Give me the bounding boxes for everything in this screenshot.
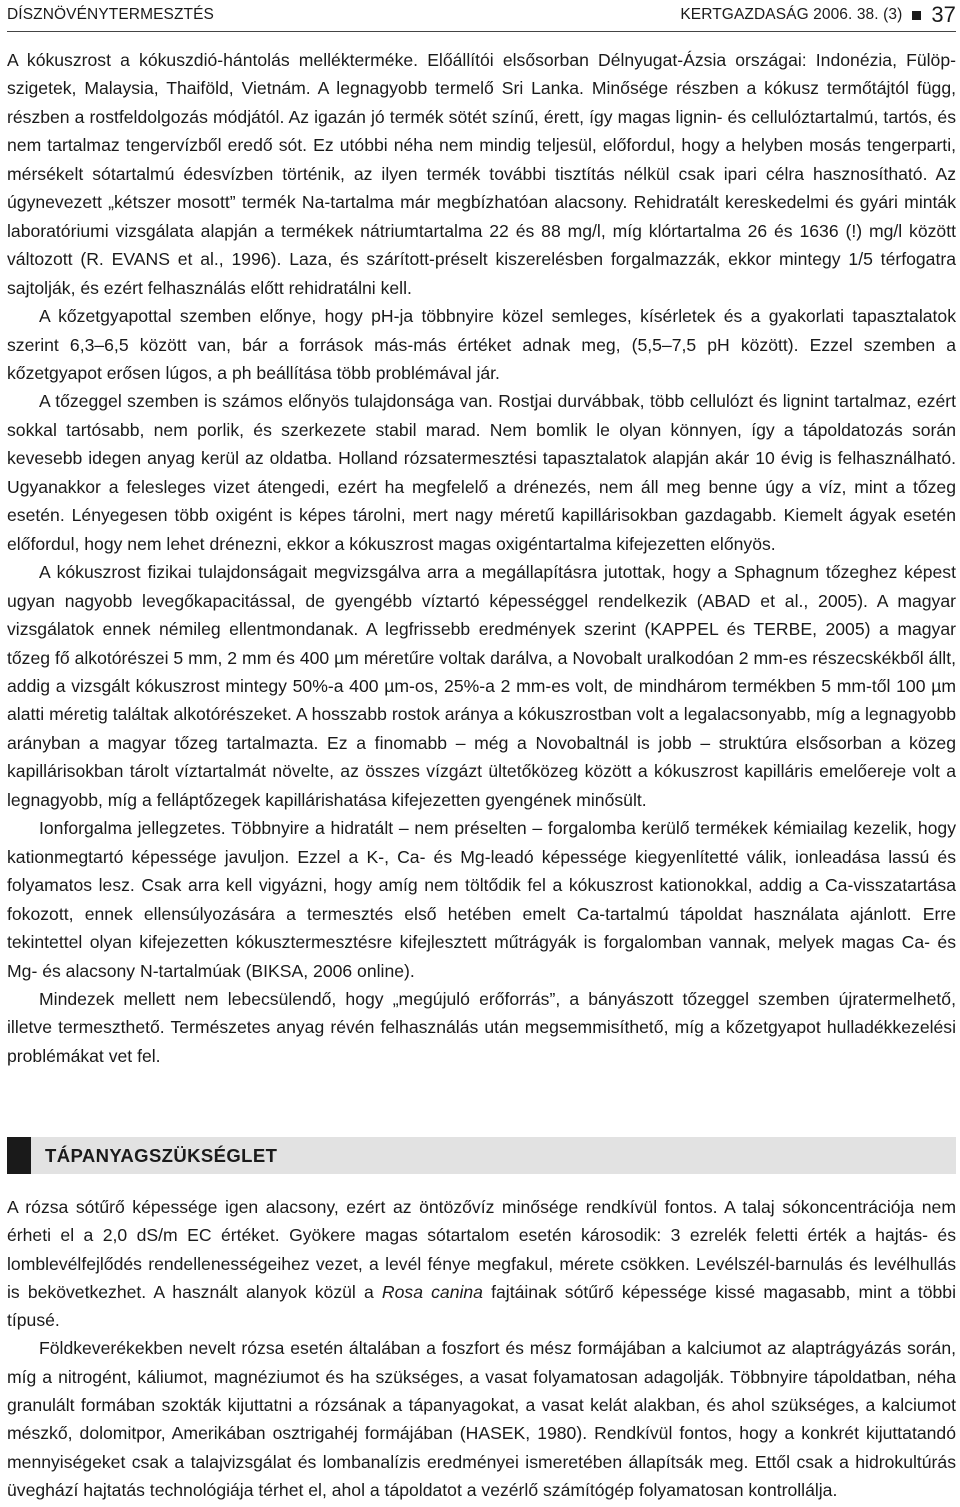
paragraph: Mindezek mellett nem lebecsülendő, hogy „megújuló erőforrás”, a bányászott tőzeggel szemben újratermelhető, illetve termeszthető. Természetes anyag révén felhasználás után megsemmisíthető, míg a kőzetgyapot hulladékkezelési problémákat vet fel. xyxy=(7,988,956,1066)
paragraph-text: A rózsa sótűrő képessége igen alacsony, ezért az öntözővíz minősége rendkívül fontos. A talaj sókoncentrációja nem érheti el a 2,0 dS/m EC értéket. Gyökere magas sótartalom esetén károsodik: 3 ezrelék feletti érték a hajtás- és lomblevélfejlődés rendellenességeihez vezet, a levél fénye megfakul, mérete csökken. Levélszél-barnulás és levélhullás is bekövetkezhet. A használt alanyok közül a xyxy=(7,1197,956,1302)
paragraph: A kőzetgyapottal szemben előnye, hogy pH-ja többnyire közel semleges, kísérletek és a gyakorlati tapasztalatok szerint 6,3–6,5 között van, bár a források más-más értéket adnak meg, (5,5–7,5 pH között). Ezzel szemben a kőzetgyapot erősen lúgos, a ph beállítása több problémával jár. xyxy=(7,306,956,383)
paragraph: A kókuszrost fizikai tulajdonságait megvizsgálva arra a megállapításra jutottak, hogy a Sphagnum tőzeghez képest ugyan nagyobb levegőkapacitással, de gyengébb víztartó képességgel rendelkezik (ABAD et al., 2005). A magyar vizsgálatok ennek némileg ellentmondanak. A legfrissebb eredmények szerint (KAPPEL és TERBE, 2005) a magyar tőzeg fő alkotórészei 5 mm, 2 mm és 400 µm méretűre voltak darálva, a Novobalt uralkodóan 2 mm-es részecskékből állt, addig a vizsgált kókuszrost mintegy 50%-a 400 µm-os, 25%-a 2 mm-es volt, de mindhárom termékben 5 mm-től 100 µm alatti méretig találtak alkotórészeket. A hosszabb rostok aránya a kókuszrostban volt a legalacsonyabb, míg a legnagyobb arányban a magyar tőzeg tartalmazta. Ez a finomabb – még a Novobaltnál is jobb – struktúra elsősorban a közeg kapillárisokban tárolt víztartalmát növelte, az összes vízgázt ültetőközeg között a kókuszrost kapilláris emelőereje volt a legnagyobb, míg a felláptőzegek kapillárishatása kifejezetten gyengének minősült. xyxy=(7,562,956,810)
header-section-name: DÍSZNÖVÉNYTERMESZTÉS xyxy=(7,6,214,23)
page-number: 37 xyxy=(931,2,956,27)
running-header xyxy=(7,3,956,27)
species-name: Rosa canina xyxy=(381,1281,483,1302)
header-right-group xyxy=(680,2,956,28)
paragraph: A tőzeggel szemben is számos előnyös tulajdonsága van. Rostjai durvábbak, több cellulózt és lignint tartalmaz, ezért sokkal tartósabb, nem porlik, és szerkezete stabil marad. Nem bomlik le olyan könnyen, így a tápoldatozás során kevesebb idegen anyag kerül az oldatba. Holland rózsatermesztési tapasztalatok alapján akár 10 évig is felhasználható. Ugyanakkor a felesleges vizet átengedi, ezért ha megfelelő a drénezés, nem áll meg benne úgy a víz, mint a tőzeg esetén. Lényegesen több oxigént is képes tárolni, mert nagy méretű kapillárisokban gazdagabb. Kiemelt ágyak esetén előfordul, hogy nem lehet drénezni, ekkor a kókuszrost magas oxigéntartalma kifejezetten előnyös. xyxy=(7,391,956,554)
section-text xyxy=(7,1193,956,1504)
section-heading xyxy=(7,1137,956,1174)
section-title: TÁPANYAGSZÜKSÉGLET xyxy=(45,1144,278,1166)
paragraph: Földkeverékekben nevelt rózsa esetén általában a foszfort és mész formájában a kalciumot az alaptrágyázás során, míg a nitrogént, káliumot, magnéziumot és ha szükséges, a vasat folyamatosan adagolják. Többnyire tápoldatban, néha granulált formában szokták kijuttatni a rózsának a tápanyagokat, a vasat kelát alakban, és ahol szükséges, a kalciumot mészkő, dolomitpor, Amerikában osztrigahéj formájában (HASEK, 1980). Rendkívül fontos, hogy a konkrét kijuttatandó mennyiségeket csak a talajvizsgálat és lombanalízis eredményei ismeretében állapítsák meg. Ettől csak a hidrokultúrás üveghází hajtatás technológiája térhet el, ahol a tápoldatot a vezérlő számítógép folyamatosan kontrollálja. xyxy=(7,1338,956,1500)
paragraph-text: fajtáinak sótűrő képessége kissé magasabb, mint a többi típusé. xyxy=(7,1281,956,1331)
paragraph xyxy=(7,1193,956,1334)
paragraph: Ionforgalma jellegzetes. Többnyire a hidratált – nem préselten – forgalomba kerülő termékek kémiailag kezelik, hogy kationmegtartó képessége javuljon. Ezzel a K-, Ca- és Mg-leadó képessége kiegyenlítetté válik, ionleadása lassú és folyamatos lesz. Csak arra kell vigyázni, hogy amíg nem töltődik fel a kókuszrost kationokkal, addig a Ca-visszatartása fokozott, ennek ellensúlyozására a termesztés első hetében emelt Ca-tartalmú tápoldat használata ajánlott. Erre tekintettel olyan kifejezetten kókusztermesztésre kifejlesztett műtrágyák is forgalomban vannak, melyek magas Ca- és Mg- és alacsony N-tartalmúak (BIKSA, 2006 online). xyxy=(7,818,956,981)
main-text xyxy=(7,46,956,1070)
paragraph: A kókuszrost a kókuszdió-hántolás mellékterméke. Előállítói elsősorban Délnyugat-Ázsia országai: Indonézia, Fülöp-szigetek, Malaysia, Thaiföld, Vietnám. A legnagyobb termelő Sri Lanka. Minősége részben a kókusz termőtájtól függ, részben a rostfeldolgozás módjától. Az igazán jó termék sötét színű, érett, így magas lignin- és cellulóztartalmú, tartós, és nem tartalmaz tengervízből eredő sót. Ez utóbbi néha nem mindig teljesül, előfordul, hogy a helyben mosás tengerparti, mérsékelt sótartalmú édesvízben történik, az ilyen termék további tisztítás nélkül csak ipari célra hasznosítható. Az úgynevezett „kétszer mosott” termék Na-tartalma már megbízhatóan alacsony. Rehidratált kereskedelmi és gyári minták laboratóriumi vizsgálata alapján a termékek nátriumtartalma 22 és 88 mg/l, míg klórtartalma 26 és 1636 (!) mg/l között változott (R. EVANS et al., 1996). Laza, és szárított-préselt kiszerelésben forgalmazzák, ekkor mintegy 1/5 térfogatra sajtolják, és ezért felhasználás előtt rehidratálni kell. xyxy=(7,50,956,298)
section-block-icon xyxy=(7,1137,31,1174)
square-bullet-icon xyxy=(912,11,921,20)
header-rule xyxy=(7,31,956,32)
header-journal: KERTGAZDASÁG 2006. 38. (3) xyxy=(680,6,903,23)
